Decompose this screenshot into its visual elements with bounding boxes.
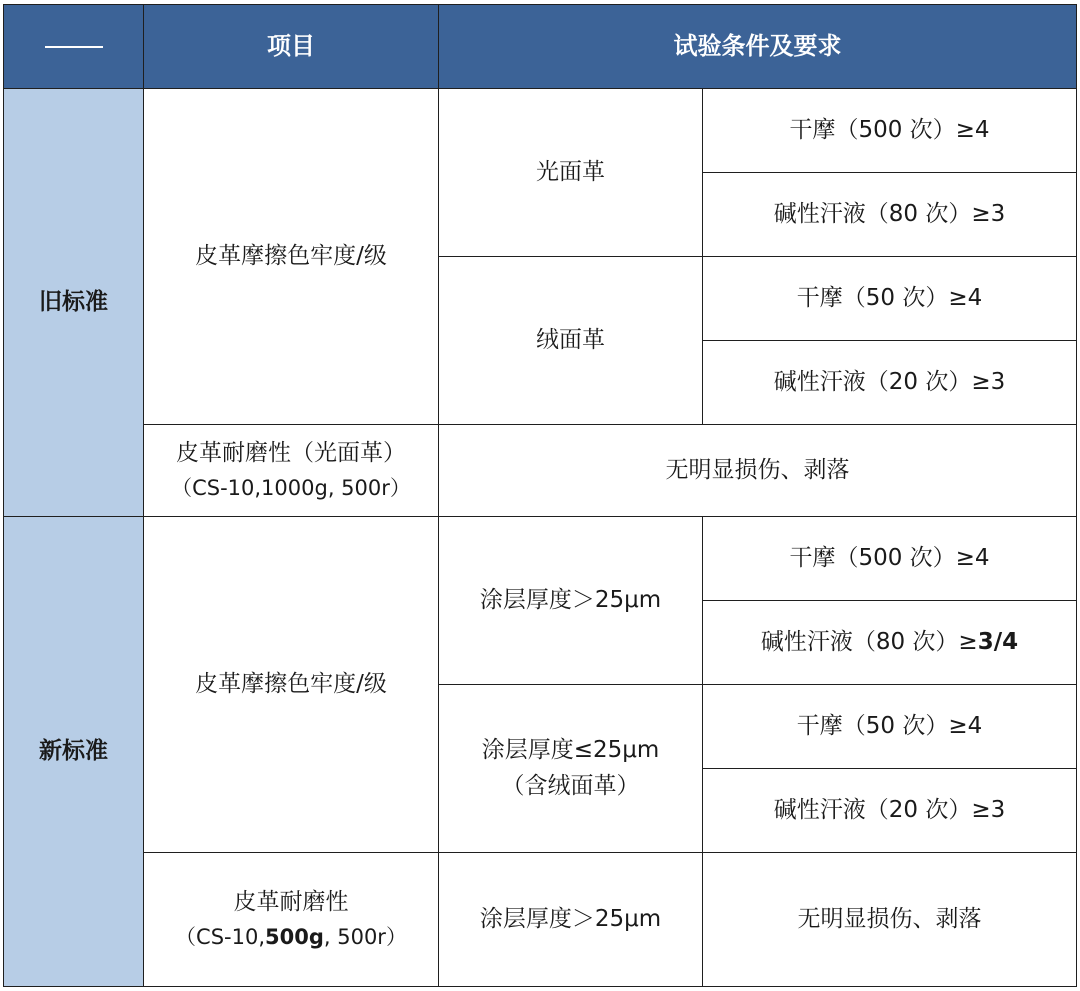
old-suede-sweat: 碱性汗液（20 次）≥3 [703,341,1077,425]
new-thin-coating-line1: 涂层厚度≤25μm [481,736,660,763]
new-thick-coating: 涂层厚度＞25μm [439,517,703,685]
old-suede-dry: 干摩（50 次）≥4 [703,257,1077,341]
new-standard-label: 新标准 [4,517,144,987]
new-abrasion-line2-suffix: , 500r） [323,925,407,950]
old-abrasion-line2: （CS-10,1000g, 500r） [171,476,411,501]
new-thin-sweat: 碱性汗液（20 次）≥3 [703,769,1077,853]
new-abrasion-line2-bold: 500g [265,925,324,950]
new-abrasion-coating: 涂层厚度＞25μm [439,853,703,987]
new-abrasion-item [144,853,439,987]
dash-mark [45,46,103,48]
new-thick-sweat-value: 3/4 [977,628,1019,655]
old-abrasion-requirement: 无明显损伤、剥落 [439,425,1077,517]
old-suede-leather: 绒面革 [439,257,703,425]
new-abrasion-requirement: 无明显损伤、剥落 [703,853,1077,987]
new-thin-coating-line2: （含绒面革） [501,772,640,799]
new-abrasion-line2-prefix: （CS-10, [175,925,265,950]
old-abrasion-line1: 皮革耐磨性（光面革） [176,440,406,467]
new-thin-coating [439,685,703,853]
header-dash-cell [4,5,144,89]
old-smooth-sweat: 碱性汗液（80 次）≥3 [703,173,1077,257]
new-rub-item: 皮革摩擦色牢度/级 [144,517,439,853]
new-abrasion-line1: 皮革耐磨性 [233,889,349,916]
table-row [4,853,1077,987]
old-rub-item: 皮革摩擦色牢度/级 [144,89,439,425]
table-row [4,89,1077,173]
standards-comparison-table [3,4,1077,987]
header-item: 项目 [144,5,439,89]
old-smooth-leather: 光面革 [439,89,703,257]
old-standard-label: 旧标准 [4,89,144,517]
new-thin-dry: 干摩（50 次）≥4 [703,685,1077,769]
header-row [4,5,1077,89]
header-conditions: 试验条件及要求 [439,5,1077,89]
table-row [4,517,1077,601]
new-thick-sweat-prefix: 碱性汗液（80 次）≥ [760,628,978,655]
new-thick-sweat [703,601,1077,685]
new-abrasion-line2 [150,921,432,954]
old-abrasion-item [144,425,439,517]
table-row [4,425,1077,517]
old-smooth-dry: 干摩（500 次）≥4 [703,89,1077,173]
new-thick-dry: 干摩（500 次）≥4 [703,517,1077,601]
